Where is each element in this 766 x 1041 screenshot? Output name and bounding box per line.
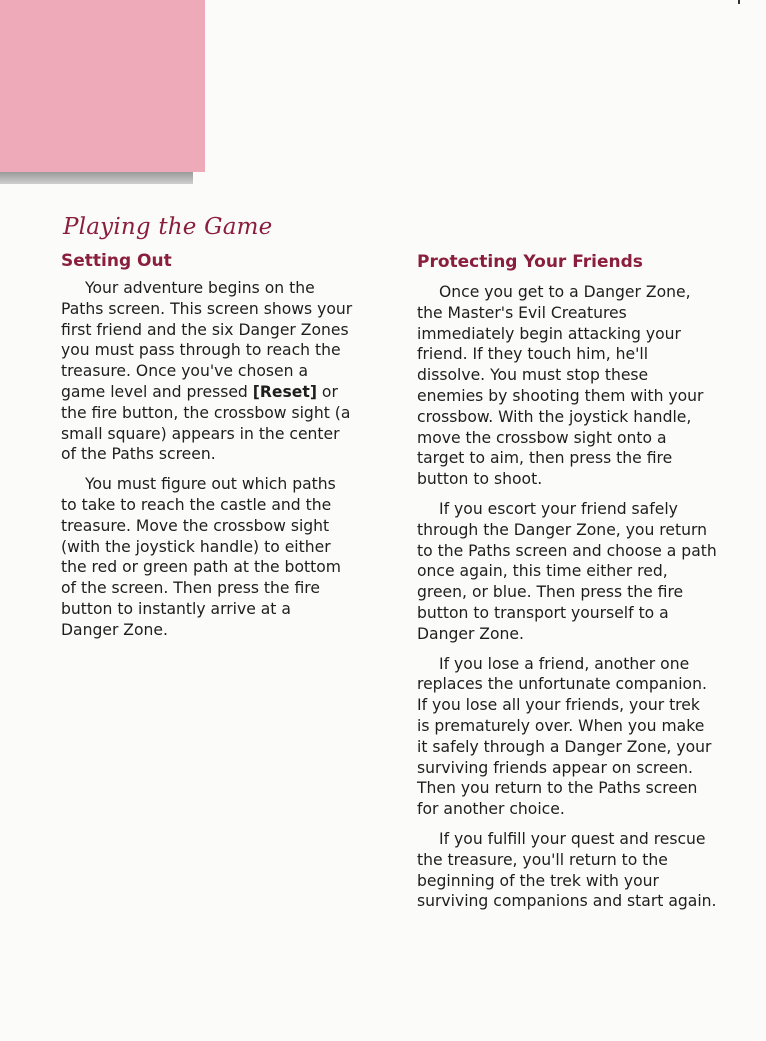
- protecting-friends-paragraph-3: If you lose a friend, another one replaces the unfortunate companion. If you lose all your friends, your trek is prematurely over. When you make it safely through a Danger Zone, your surviving friends appear on screen. Then you return to the Paths screen for another choice.: [417, 654, 712, 819]
- section-title: Playing the Game: [63, 214, 273, 240]
- pink-corner-block: [0, 0, 205, 172]
- setting-out-paragraph-2: You must figure out which paths to take to reach the castle and the treasure. Move the crossbow sight (with the joystick handle) to either the red or green path at the bottom of the screen. Then press the fire button to instantly arrive at a Danger Zone.: [61, 475, 341, 639]
- protecting-friends-heading: Protecting Your Friends: [417, 252, 643, 272]
- protecting-friends-paragraph-4: If you fulfill your quest and rescue the treasure, you'll return to the beginning of the trek with your surviving companions and start again.: [417, 829, 717, 911]
- paragraph-text: Your adventure begins on the Paths screen. This screen shows your first friend and the six Danger Zones you must pass through to reach the treasure. Once you've chosen a game level and pressed: [61, 279, 353, 401]
- corner-mark: [738, 0, 740, 4]
- paragraph-text: or the fire button, the crossbow sight (a small square) appears in the center of the Paths screen.: [61, 382, 351, 464]
- protecting-friends-paragraph-2: If you escort your friend safely through the Danger Zone, you return to the Paths screen and choose a path once again, this time either red, green, or blue. Then press the fire button to transport yourself to a Danger Zone.: [417, 499, 717, 643]
- setting-out-heading: Setting Out: [61, 251, 172, 271]
- setting-out-paragraph-1: [61, 278, 353, 465]
- left-column: [61, 250, 353, 650]
- reset-key-label: [Reset]: [252, 382, 317, 401]
- protecting-friends-paragraph-1: Once you get to a Danger Zone, the Master's Evil Creatures immediately begin attacking your friend. If they touch him, he'll dissolve. You must stop these enemies by shooting them with your crossbow. With the joystick handle, move the crossbow sight onto a target to aim, then press the fire button to shoot.: [417, 283, 704, 489]
- pink-block-shadow: [0, 172, 193, 184]
- right-column: [417, 251, 717, 921]
